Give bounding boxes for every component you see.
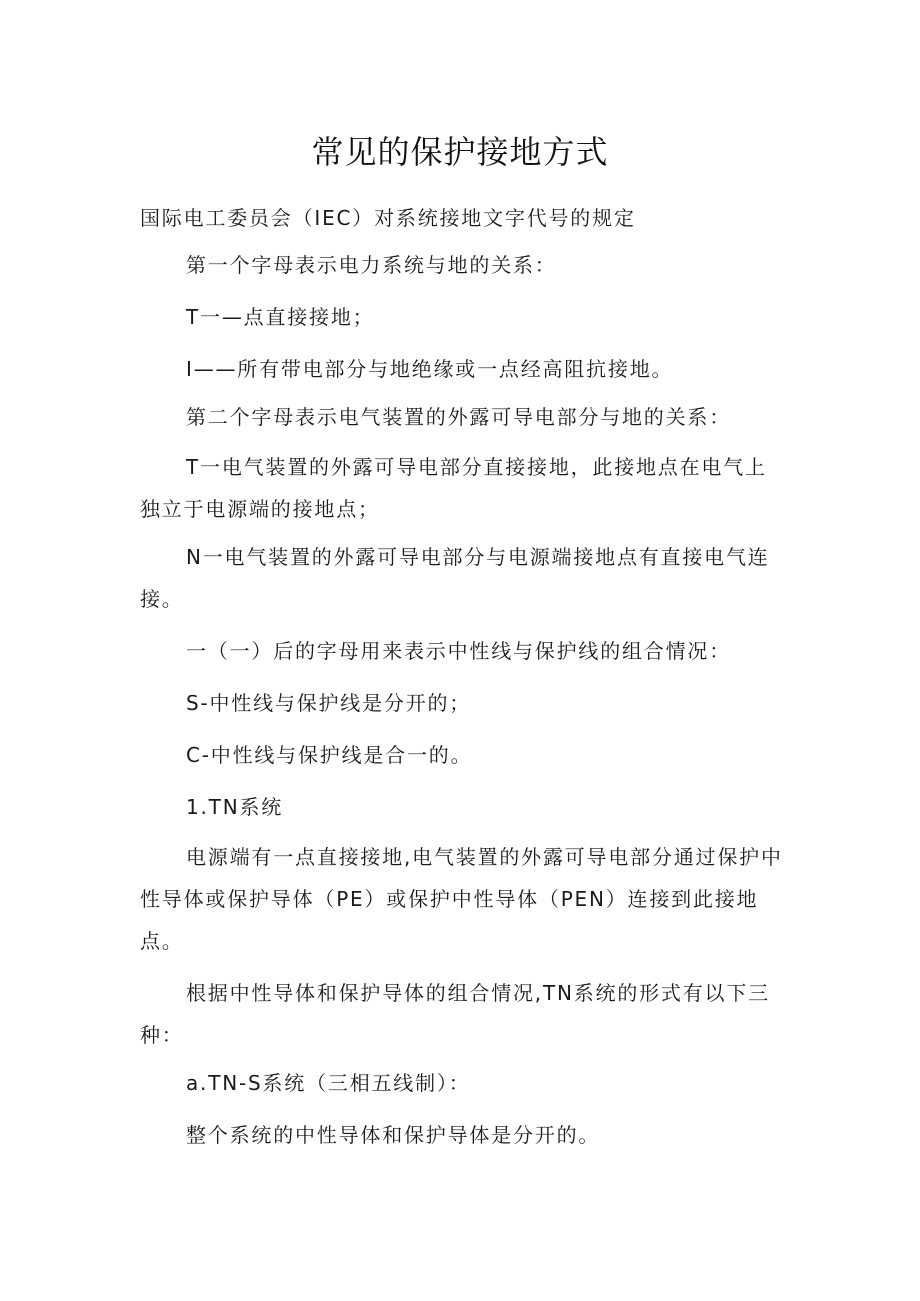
paragraph-t-equipment: T一电气装置的外露可导电部分直接接地，此接地点在电气上独立于电源端的接地点； [140,455,767,521]
paragraph-i-definition: I——所有带电部分与地绝缘或一点经高阻抗接地。 [186,357,674,381]
paragraph-t-definition: T一—点直接接地； [186,305,375,329]
paragraph-tn-description: 电源端有一点直接接地,电气装置的外露可导电部分通过保护中性导体或保护导体（PE）或保护中性导体（PEN）连接到此接地点。 [140,845,783,953]
paragraph-tn-s-heading: a.TN-S系统（三相五线制）： [186,1071,471,1095]
paragraph-tn-forms: 根据中性导体和保护导体的组合情况,TN系统的形式有以下三种： [140,981,770,1047]
paragraph-first-letter: 第一个字母表示电力系统与地的关系： [186,253,557,277]
section-heading-tn-system: 1.TN系统 [186,795,284,819]
page-title: 常见的保护接地方式 [311,133,609,171]
paragraph-iec-intro: 国际电工委员会（IEC）对系统接地文字代号的规定 [140,206,636,230]
paragraph-s-definition: S-中性线与保护线是分开的； [186,691,472,715]
paragraph-n-equipment: N一电气装置的外露可导电部分与电源端接地点有直接电气连接。 [140,545,770,611]
paragraph-suffix-letters: 一（一）后的字母用来表示中性线与保护线的组合情况： [186,639,731,663]
paragraph-tn-s-description: 整个系统的中性导体和保护导体是分开的。 [186,1123,601,1147]
paragraph-second-letter: 第二个字母表示电气装置的外露可导电部分与地的关系： [186,405,731,429]
paragraph-c-definition: C-中性线与保护线是合一的。 [186,743,473,767]
